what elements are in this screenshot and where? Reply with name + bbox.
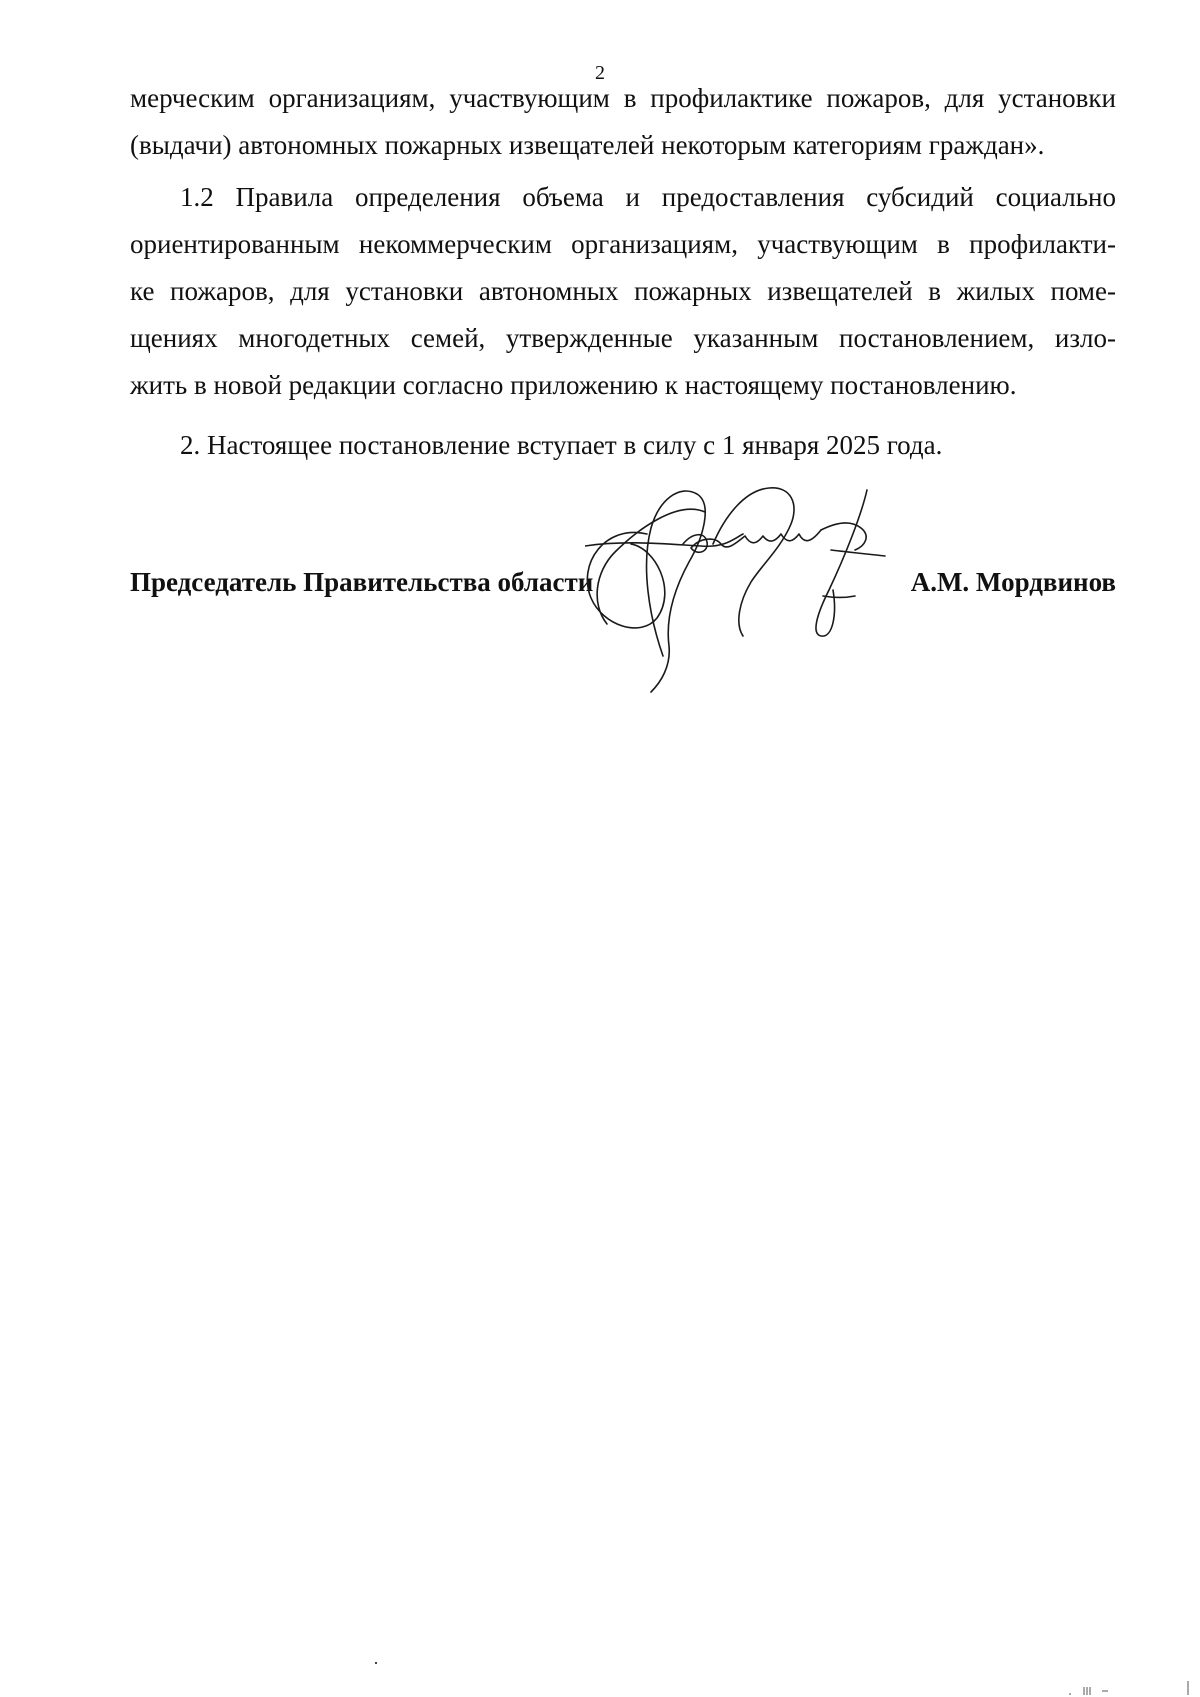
text-line: 1.2 Правила определения объема и предоставления субсидий социально xyxy=(180,182,1116,212)
signatory-title: Председатель Правительства области xyxy=(130,567,594,597)
page-number: 2 xyxy=(595,62,605,84)
text-line: ориентированным некоммерческим организациям, участвующим в профилакти- xyxy=(130,229,1116,259)
handwritten-signature xyxy=(585,486,955,701)
text-line: жить в новой редакции согласно приложению к настоящему постановлению. xyxy=(130,370,1017,400)
signatory-name: А.М. Мордвинов xyxy=(910,567,1116,597)
paragraph-item-2 xyxy=(130,422,1116,469)
scan-artifact-marks xyxy=(1062,1681,1192,1695)
text-line: 2. Настоящее постановление вступает в силу с 1 января 2025 года. xyxy=(180,430,943,460)
text-line: ке пожаров, для установки автономных пожарных извещателей в жилых поме- xyxy=(130,276,1116,306)
text-line: щениях многодетных семей, утвержденные указанным постановлением, изло- xyxy=(130,323,1116,353)
text-line: мерческим организациям, участвующим в профилактике пожаров, для установки xyxy=(130,83,1116,113)
paragraph-item-1-2 xyxy=(130,174,1116,409)
text-line: (выдачи) автономных пожарных извещателей некоторым категориям граждан». xyxy=(130,130,1045,160)
paragraph-continuation xyxy=(130,75,1116,169)
scan-speck xyxy=(375,1662,377,1664)
